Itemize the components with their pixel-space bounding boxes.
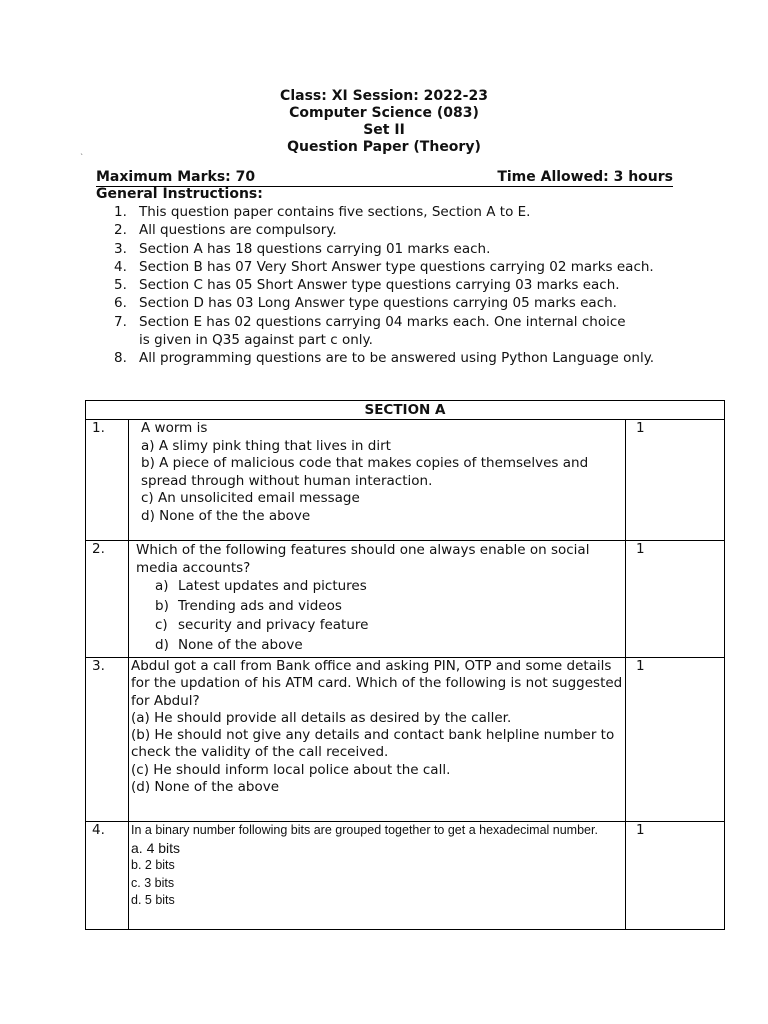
question-marks: 1	[626, 658, 725, 822]
section-title: SECTION A	[86, 401, 725, 420]
instruction-item: 5. Section C has 05 Short Answer type questions carrying 03 marks each.	[114, 277, 620, 294]
question-number: 2.	[86, 541, 129, 658]
question-number: 1.	[86, 420, 129, 541]
question-marks: 1	[626, 822, 725, 930]
question-stem: Which of the following features should one always enable on social media accounts?	[136, 542, 594, 576]
set-label: Set II	[363, 122, 405, 138]
option-list	[141, 438, 625, 526]
option: b) A piece of malicious code that makes copies of themselves and spread through without human interaction.	[141, 455, 593, 489]
instruction-item: 3. Section A has 18 questions carrying 01 marks each.	[114, 240, 491, 257]
table-row	[86, 658, 725, 822]
subject: Computer Science (083)	[289, 105, 479, 121]
option: (a) He should provide all details as desired by the caller.	[131, 709, 512, 726]
max-marks: Maximum Marks: 70	[96, 169, 256, 185]
question-marks: 1	[626, 420, 725, 541]
option: c) An unsolicited email message	[141, 490, 360, 506]
option: b. 2 bits	[131, 858, 175, 872]
table-row	[86, 420, 725, 541]
option: (c) He should inform local police about the call.	[131, 761, 451, 778]
class-session: Class: XI Session: 2022-23	[280, 88, 488, 104]
option-list	[131, 577, 625, 655]
instruction-item: 6. Section D has 03 Long Answer type questions carrying 05 marks each.	[114, 295, 617, 312]
question-number: 3.	[86, 658, 129, 822]
question-body	[129, 541, 626, 658]
paper-type: Question Paper (Theory)	[287, 139, 481, 155]
question-marks: 1	[626, 541, 725, 658]
stray-mark: `	[80, 153, 84, 162]
option: c) security and privacy feature	[155, 617, 369, 633]
instruction-item: 8. All programming questions are to be answered using Python Language only.	[114, 350, 655, 367]
instructions-heading: General Instructions:	[96, 186, 263, 202]
question-body	[129, 658, 626, 822]
paper-header	[0, 88, 768, 156]
section-a-table	[85, 400, 725, 930]
table-row	[86, 541, 725, 658]
table-row	[86, 822, 725, 930]
option: b) Trending ads and videos	[155, 597, 342, 614]
time-allowed: Time Allowed: 3 hours	[497, 169, 673, 185]
question-body	[129, 822, 626, 930]
instruction-item: 4. Section B has 07 Very Short Answer type questions carrying 02 marks each.	[114, 258, 654, 275]
option: a. 4 bits	[131, 839, 181, 856]
question-body	[129, 420, 626, 541]
option: a) Latest updates and pictures	[155, 578, 367, 594]
instruction-item: 1. This question paper contains five sections, Section A to E.	[114, 204, 531, 220]
option: d) None of the the above	[141, 507, 311, 524]
option: c. 3 bits	[131, 875, 175, 890]
question-stem: In a binary number following bits are grouped together to get a hexadecimal number.	[131, 823, 598, 837]
option: (d) None of the above	[131, 779, 280, 796]
question-number: 4.	[86, 822, 129, 930]
instruction-item: 7. Section E has 02 questions carrying 04 marks each. One internal choice is given in Q35 against part c only.	[114, 313, 626, 349]
option: a) A slimy pink thing that lives in dirt	[141, 437, 391, 454]
question-stem: A worm is	[141, 420, 208, 436]
option: (b) He should not give any details and contact bank helpline number to check the validity of the call received.	[131, 727, 619, 761]
instructions-list	[114, 203, 654, 368]
question-stem: Abdul got a call from Bank office and asking PIN, OTP and some details for the updation of his ATM card. Which of the following is not suggested for Abdul?	[131, 658, 627, 709]
option: d. 5 bits	[131, 893, 175, 907]
instruction-item: 2. All questions are compulsory.	[114, 222, 337, 239]
option: d) None of the above	[155, 636, 303, 653]
marks-time-row	[96, 169, 673, 187]
